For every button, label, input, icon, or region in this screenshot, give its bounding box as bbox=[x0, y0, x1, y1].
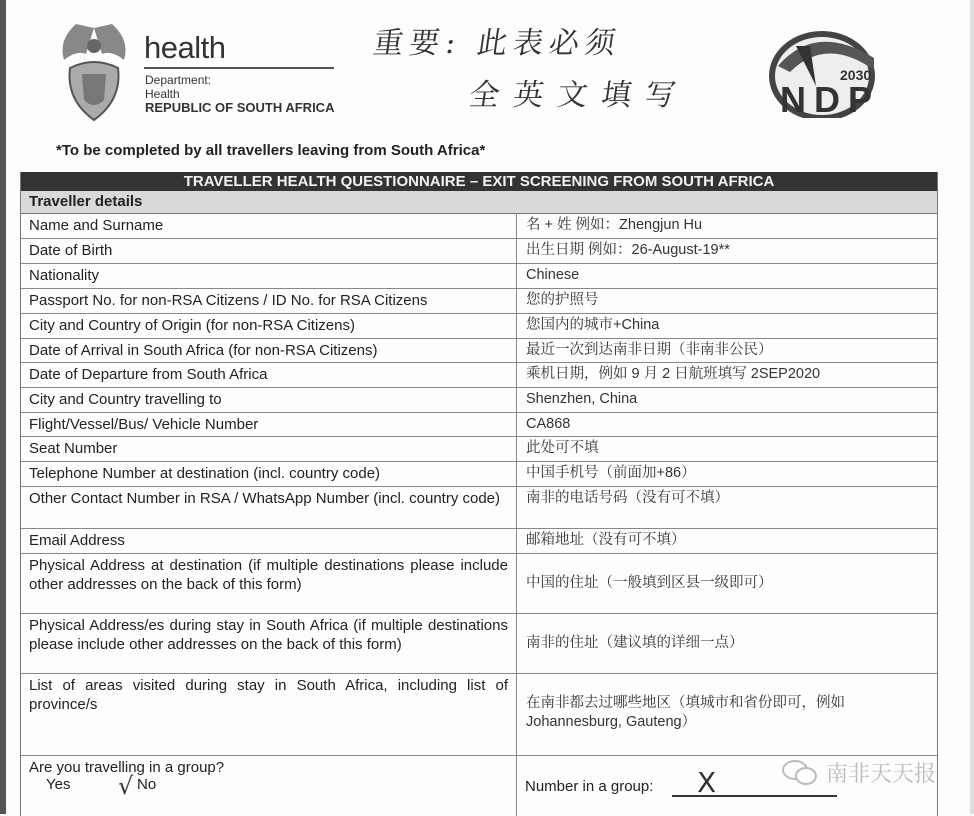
table-row bbox=[21, 462, 937, 487]
field-label: Date of Departure from South Africa bbox=[21, 363, 517, 387]
table-row bbox=[21, 264, 937, 289]
page-edge-shadow bbox=[0, 0, 6, 814]
field-value[interactable]: 南非的电话号码（没有可不填） bbox=[526, 490, 729, 506]
field-value[interactable]: 您国内的城市+China bbox=[526, 317, 660, 333]
coat-of-arms-logo bbox=[56, 20, 132, 124]
ndp-year: 2030 bbox=[840, 67, 872, 83]
section-header: Traveller details bbox=[21, 191, 937, 214]
field-value[interactable]: 您的护照号 bbox=[526, 292, 599, 308]
table-row bbox=[21, 674, 937, 756]
table-row bbox=[21, 314, 937, 339]
number-in-group-label: Number in a group: bbox=[525, 778, 654, 795]
ndp-2030-logo bbox=[766, 26, 882, 118]
field-value[interactable]: CA868 bbox=[526, 416, 571, 432]
department-text bbox=[145, 73, 334, 115]
field-label: Email Address bbox=[21, 529, 517, 553]
field-label: Seat Number bbox=[21, 437, 517, 461]
table-row bbox=[21, 239, 937, 264]
field-value[interactable]: Shenzhen, China bbox=[526, 391, 638, 407]
logo-divider bbox=[144, 67, 334, 69]
checkmark-icon: √ bbox=[118, 772, 134, 800]
field-label: Date of Birth bbox=[21, 239, 517, 263]
field-label: Physical Address at destination (if multiple destinations please include other addresses on the back of this form) bbox=[21, 554, 517, 613]
field-label: List of areas visited during stay in South Africa, including list of province/s bbox=[21, 674, 517, 755]
table-row bbox=[21, 554, 937, 614]
field-value[interactable]: 名 + 姓 例如：Zhengjun Hu bbox=[526, 217, 703, 233]
ndp-text: NDP bbox=[780, 79, 872, 118]
table-row bbox=[21, 614, 937, 674]
field-value[interactable]: 乘机日期，例如 9 月 2 日航班填写 2SEP2020 bbox=[526, 366, 821, 382]
field-label: Name and Surname bbox=[21, 214, 517, 238]
questionnaire-table bbox=[20, 172, 938, 816]
field-value[interactable]: 中国的住址（一般填到区县一级即可） bbox=[526, 575, 773, 591]
field-label: Flight/Vessel/Bus/ Vehicle Number bbox=[21, 413, 517, 436]
page-edge-right bbox=[970, 0, 974, 814]
group-no-option[interactable]: No bbox=[137, 776, 157, 793]
field-label: Physical Address/es during stay in South Africa (if multiple destinations please include other addresses on the back of this form) bbox=[21, 614, 517, 673]
table-row bbox=[21, 413, 937, 437]
group-yes-option[interactable]: Yes bbox=[46, 776, 71, 793]
field-value[interactable]: 此处可不填 bbox=[526, 440, 599, 456]
table-row bbox=[21, 339, 937, 363]
table-row bbox=[21, 214, 937, 239]
field-value[interactable]: 邮箱地址（没有可不填） bbox=[526, 532, 686, 548]
table-row bbox=[21, 388, 937, 413]
table-row bbox=[21, 529, 937, 554]
field-label: Nationality bbox=[21, 264, 517, 288]
field-value[interactable]: 中国手机号（前面加+86） bbox=[526, 465, 696, 481]
instruction-note: *To be completed by all travellers leaving from South Africa* bbox=[56, 142, 486, 159]
handwritten-note-line1: 重要: 此表必须 bbox=[371, 26, 624, 61]
field-value[interactable]: 南非的住址（建议填的详细一点） bbox=[526, 635, 744, 651]
dept-line: Health bbox=[145, 87, 180, 101]
form-title: TRAVELLER HEALTH QUESTIONNAIRE – EXIT SCREENING FROM SOUTH AFRICA bbox=[21, 172, 937, 191]
field-label: City and Country of Origin (for non-RSA Citizens) bbox=[21, 314, 517, 338]
wechat-icon bbox=[780, 758, 820, 788]
handwritten-note-line2: 全英文填写 bbox=[467, 78, 692, 113]
number-in-group-value[interactable]: X bbox=[697, 766, 717, 799]
field-label: Date of Arrival in South Africa (for non-RSA Citizens) bbox=[21, 339, 517, 362]
table-row bbox=[21, 487, 937, 529]
republic-text: REPUBLIC OF SOUTH AFRICA bbox=[145, 100, 335, 115]
field-value[interactable]: 最近一次到达南非日期（非南非公民） bbox=[526, 342, 773, 358]
field-label: Other Contact Number in RSA / WhatsApp Number (incl. country code) bbox=[21, 487, 517, 528]
table-row bbox=[21, 437, 937, 462]
field-value[interactable]: Chinese bbox=[526, 267, 580, 283]
dept-line: Department: bbox=[145, 73, 212, 87]
table-row bbox=[21, 289, 937, 314]
field-label: City and Country travelling to bbox=[21, 388, 517, 412]
watermark bbox=[780, 757, 936, 788]
field-label: Passport No. for non-RSA Citizens / ID No. for RSA Citizens bbox=[21, 289, 517, 313]
field-value[interactable]: 在南非都去过哪些地区（填城市和省份即可，例如 Johannesburg, Gauteng） bbox=[526, 695, 845, 730]
health-logo-text: health bbox=[144, 30, 226, 65]
field-value[interactable]: 出生日期 例如：26-August-19** bbox=[526, 242, 730, 258]
field-label: Telephone Number at destination (incl. country code) bbox=[21, 462, 517, 486]
group-question: Are you travelling in a group? bbox=[21, 756, 517, 816]
table-row bbox=[21, 363, 937, 388]
watermark-text: 南非天天报 bbox=[826, 761, 937, 786]
